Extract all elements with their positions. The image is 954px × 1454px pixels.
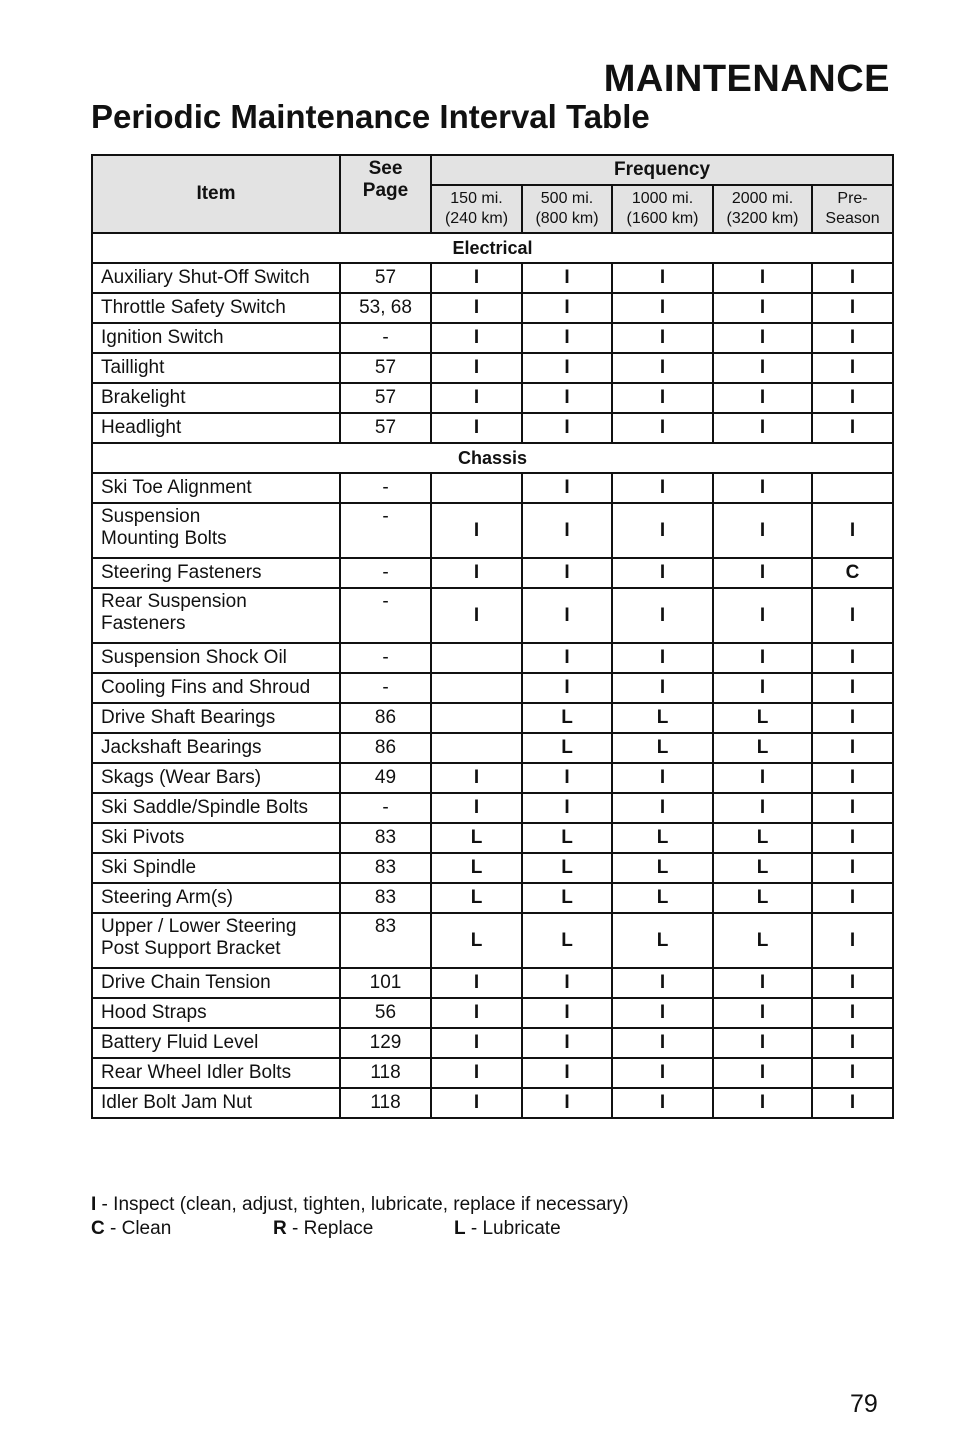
interval-mark-cell: I [431,383,522,413]
interval-mark-cell: I [713,1028,812,1058]
interval-mark-cell: I [431,353,522,383]
interval-mark-cell: I [522,998,612,1028]
interval-mark-cell: L [612,853,713,883]
see-page-cell: 57 [340,353,431,383]
interval-mark-cell: L [522,913,612,968]
table-row [92,673,893,703]
interval-mark-cell: I [612,323,713,353]
item-name: Cooling Fins and Shroud [101,677,311,698]
interval-mark-cell: I [713,643,812,673]
interval-mark-cell: L [522,823,612,853]
interval-mark-cell: I [431,1088,522,1118]
interval-mark-cell: I [612,763,713,793]
interval-mark-cell: L [522,853,612,883]
interval-mark-cell: I [522,763,612,793]
see-page-cell: 83 [340,883,431,913]
interval-mark-cell: I [522,383,612,413]
interval-mark-cell: I [522,558,612,588]
legend-text: - Inspect (clean, adjust, tighten, lubricate, replace if necessary) [96,1194,629,1215]
legend-key: C [91,1218,105,1239]
interval-mark-cell: I [713,503,812,558]
table-row [92,883,893,913]
interval-mark-cell: I [812,913,893,968]
legend-text: - Replace [286,1218,374,1239]
interval-mark-cell: L [612,883,713,913]
interval-mark-cell: I [812,1028,893,1058]
interval-mark-cell: I [431,998,522,1028]
item-name: Rear Wheel Idler Bolts [101,1062,292,1083]
table-row [92,383,893,413]
interval-mark-cell: I [522,263,612,293]
interval-mark-cell: I [431,323,522,353]
interval-mark-cell: C [812,558,893,588]
interval-mark-cell: I [713,558,812,588]
legend-lubricate [454,1217,561,1241]
interval-mark-cell: I [713,323,812,353]
interval-mark-cell: I [612,1058,713,1088]
section-row [92,233,893,263]
interval-mark-cell [431,673,522,703]
table-row [92,1058,893,1088]
item-cell [92,793,340,823]
item-cell [92,353,340,383]
item-name: Mounting Bolts [101,528,227,549]
see-page-cell: - [340,793,431,823]
interval-mark-cell: I [522,1058,612,1088]
interval-mark-cell: I [812,383,893,413]
table-row [92,968,893,998]
interval-mark-cell: I [431,558,522,588]
section-header: MAINTENANCE [603,58,890,100]
interval-mark-cell: I [713,353,812,383]
interval-mark-cell: I [812,353,893,383]
interval-line: Season [825,210,880,227]
table-row [92,703,893,733]
interval-mark-cell: I [812,293,893,323]
table-row [92,643,893,673]
item-name: Ski Pivots [101,827,185,848]
see-page-cell: 57 [340,383,431,413]
item-cell [92,558,340,588]
table-row [92,913,893,968]
interval-mark-cell: I [612,998,713,1028]
item-cell [92,998,340,1028]
item-cell [92,323,340,353]
interval-mark-cell: I [431,968,522,998]
interval-mark-cell: L [431,853,522,883]
column-header-interval [713,185,812,233]
item-cell [92,503,340,558]
see-page-cell: 86 [340,733,431,763]
see-page-cell: 49 [340,763,431,793]
interval-mark-cell: I [812,323,893,353]
interval-mark-cell: I [612,673,713,703]
interval-mark-cell: I [812,1088,893,1118]
see-page-cell: - [340,588,431,643]
item-name: Drive Chain Tension [101,972,271,993]
interval-mark-cell: I [812,503,893,558]
see-page-cell: 83 [340,823,431,853]
table-row [92,263,893,293]
column-header-interval [812,185,893,233]
item-cell [92,1028,340,1058]
interval-mark-cell: L [713,883,812,913]
legend-text: - Lubricate [465,1218,561,1239]
interval-mark-cell: I [612,263,713,293]
interval-mark-cell: L [522,733,612,763]
interval-mark-cell: I [431,1028,522,1058]
interval-mark-cell: I [612,473,713,503]
interval-mark-cell: I [612,1028,713,1058]
interval-mark-cell: L [612,733,713,763]
item-name: Jackshaft Bearings [101,737,262,758]
item-cell [92,643,340,673]
interval-mark-cell: I [522,1088,612,1118]
interval-mark-cell: L [612,823,713,853]
interval-mark-cell: I [522,673,612,703]
interval-line: 1000 mi. [631,190,694,207]
table-row [92,353,893,383]
interval-mark-cell: I [612,383,713,413]
item-name: Steering Fasteners [101,562,262,583]
page-title: Periodic Maintenance Interval Table [91,98,650,135]
table-row [92,998,893,1028]
interval-mark-cell: L [713,853,812,883]
interval-mark-cell: L [612,703,713,733]
interval-mark-cell: I [812,413,893,443]
item-name: Auxiliary Shut-Off Switch [101,267,310,288]
interval-mark-cell: I [812,998,893,1028]
see-page-cell: 118 [340,1088,431,1118]
see-page-cell: 83 [340,853,431,883]
section-label: Chassis [92,443,893,473]
interval-mark-cell: L [713,703,812,733]
interval-mark-cell: I [612,293,713,323]
see-page-cell: - [340,673,431,703]
interval-mark-cell: L [431,913,522,968]
interval-mark-cell: I [812,733,893,763]
item-name: Ski Saddle/Spindle Bolts [101,797,309,818]
item-cell [92,733,340,763]
item-cell [92,673,340,703]
item-name: Hood Straps [101,1002,207,1023]
see-page-cell: 53, 68 [340,293,431,323]
interval-line: 150 mi. [450,190,503,207]
interval-mark-cell: I [713,763,812,793]
section-row [92,443,893,473]
interval-mark-cell: I [812,793,893,823]
interval-mark-cell: I [522,793,612,823]
interval-line: (1600 km) [626,210,699,227]
table-row [92,473,893,503]
see-page-cell: 57 [340,263,431,293]
interval-mark-cell: I [522,588,612,643]
interval-mark-cell: L [713,823,812,853]
interval-mark-cell: I [713,473,812,503]
column-header-see-page [340,155,431,233]
interval-mark-cell: I [612,643,713,673]
legend-inspect [91,1193,629,1217]
interval-line: (3200 km) [726,210,799,227]
legend [91,1193,629,1241]
interval-mark-cell: I [612,793,713,823]
interval-mark-cell: I [612,413,713,443]
interval-mark-cell: L [713,913,812,968]
interval-mark-cell: I [612,968,713,998]
see-page-cell: 83 [340,913,431,968]
item-cell [92,383,340,413]
interval-mark-cell: I [713,293,812,323]
interval-mark-cell [431,473,522,503]
item-name: Headlight [101,417,182,438]
interval-mark-cell: L [431,823,522,853]
interval-mark-cell: I [431,263,522,293]
interval-line: 2000 mi. [731,190,794,207]
item-cell [92,1088,340,1118]
interval-mark-cell: I [812,643,893,673]
interval-line: (240 km) [444,210,509,227]
interval-mark-cell: I [612,353,713,383]
item-name: Steering Arm(s) [101,887,233,908]
column-header-interval [431,185,522,233]
interval-mark-cell: I [612,1088,713,1118]
interval-mark-cell: I [612,503,713,558]
column-header-interval [522,185,612,233]
interval-mark-cell: L [713,733,812,763]
legend-text: - Clean [104,1218,172,1239]
interval-mark-cell: I [612,558,713,588]
see-page-cell: - [340,473,431,503]
item-name: Ignition Switch [101,327,224,348]
table-row [92,323,893,353]
see-page-cell: 56 [340,998,431,1028]
interval-mark-cell: I [713,793,812,823]
table-row [92,793,893,823]
interval-mark-cell: I [812,263,893,293]
item-name: Suspension Shock Oil [101,647,287,668]
interval-mark-cell: I [522,473,612,503]
table-row [92,853,893,883]
item-name: Ski Toe Alignment [101,477,252,498]
item-cell [92,293,340,323]
item-name: Throttle Safety Switch [101,297,286,318]
interval-mark-cell [431,733,522,763]
legend-replace [273,1217,373,1241]
table-row [92,293,893,323]
interval-mark-cell: I [713,968,812,998]
interval-mark-cell [431,643,522,673]
interval-mark-cell: I [713,588,812,643]
interval-mark-cell: L [612,913,713,968]
page-label: Page [362,180,409,201]
see-page-cell: 118 [340,1058,431,1088]
interval-mark-cell: I [612,588,713,643]
interval-mark-cell: I [431,793,522,823]
table-row [92,503,893,558]
item-name: Brakelight [101,387,186,408]
interval-mark-cell: L [522,883,612,913]
see-page-cell: 129 [340,1028,431,1058]
table-row [92,763,893,793]
interval-mark-cell: I [522,968,612,998]
item-name: Upper / Lower Steering [101,916,297,937]
interval-mark-cell: I [522,293,612,323]
see-page-cell: 86 [340,703,431,733]
item-name: Idler Bolt Jam Nut [101,1092,252,1113]
legend-key: I [91,1194,97,1215]
page-number: 79 [850,1390,878,1418]
see-label: See [368,158,403,179]
item-name: Drive Shaft Bearings [101,707,276,728]
item-name: Taillight [101,357,165,378]
interval-mark-cell: I [431,588,522,643]
interval-mark-cell: I [522,323,612,353]
item-name: Fasteners [101,613,186,634]
interval-mark-cell: I [713,263,812,293]
interval-mark-cell: I [812,1058,893,1088]
table-row [92,733,893,763]
table-row [92,558,893,588]
interval-line: (800 km) [535,210,599,227]
table-row [92,823,893,853]
item-cell [92,703,340,733]
interval-mark-cell: I [713,673,812,703]
item-cell [92,763,340,793]
interval-mark-cell: I [431,503,522,558]
item-name: Ski Spindle [101,857,197,878]
interval-mark-cell: I [713,383,812,413]
item-cell [92,853,340,883]
interval-mark-cell [812,473,893,503]
item-name: Post Support Bracket [101,938,281,959]
interval-mark-cell: I [812,703,893,733]
item-cell [92,968,340,998]
interval-mark-cell: I [812,883,893,913]
table-header [92,155,893,233]
legend-clean [91,1217,171,1241]
maintenance-interval-table [91,154,894,1119]
see-page-cell: 101 [340,968,431,998]
interval-mark-cell: I [522,503,612,558]
interval-mark-cell: I [812,673,893,703]
item-cell [92,883,340,913]
interval-mark-cell: I [713,998,812,1028]
interval-line: 500 mi. [540,190,594,207]
item-cell [92,1058,340,1088]
item-name: Rear Suspension [101,591,247,612]
interval-mark-cell: I [812,588,893,643]
item-cell [92,913,340,968]
legend-key: L [454,1218,466,1239]
item-name: Battery Fluid Level [101,1032,259,1053]
interval-mark-cell: I [431,1058,522,1088]
interval-mark-cell: I [431,293,522,323]
item-cell [92,588,340,643]
see-page-cell: 57 [340,413,431,443]
interval-mark-cell: I [812,823,893,853]
interval-mark-cell: I [431,763,522,793]
interval-mark-cell: I [522,643,612,673]
interval-mark-cell: I [713,413,812,443]
see-page-cell: - [340,503,431,558]
interval-mark-cell: I [713,1088,812,1118]
interval-mark-cell: I [812,763,893,793]
section-label: Electrical [92,233,893,263]
legend-key: R [273,1218,287,1239]
interval-mark-cell: I [812,853,893,883]
column-header-interval [612,185,713,233]
interval-mark-cell: I [522,353,612,383]
table-row [92,588,893,643]
column-header-item: Item [92,155,340,233]
see-page-cell: - [340,558,431,588]
item-name: Suspension [101,506,201,527]
interval-mark-cell: I [713,1058,812,1088]
interval-mark-cell: I [431,413,522,443]
item-cell [92,823,340,853]
column-header-frequency: Frequency [431,155,893,185]
item-cell [92,263,340,293]
item-cell [92,473,340,503]
interval-mark-cell [431,703,522,733]
item-cell [92,413,340,443]
item-name: Skags (Wear Bars) [101,767,262,788]
see-page-cell: - [340,323,431,353]
table-row [92,1088,893,1118]
table-row [92,1028,893,1058]
interval-mark-cell: I [522,413,612,443]
interval-mark-cell: I [812,968,893,998]
interval-line: Pre- [837,190,868,207]
see-page-cell: - [340,643,431,673]
table-row [92,413,893,443]
interval-mark-cell: L [431,883,522,913]
interval-mark-cell: L [522,703,612,733]
interval-mark-cell: I [522,1028,612,1058]
